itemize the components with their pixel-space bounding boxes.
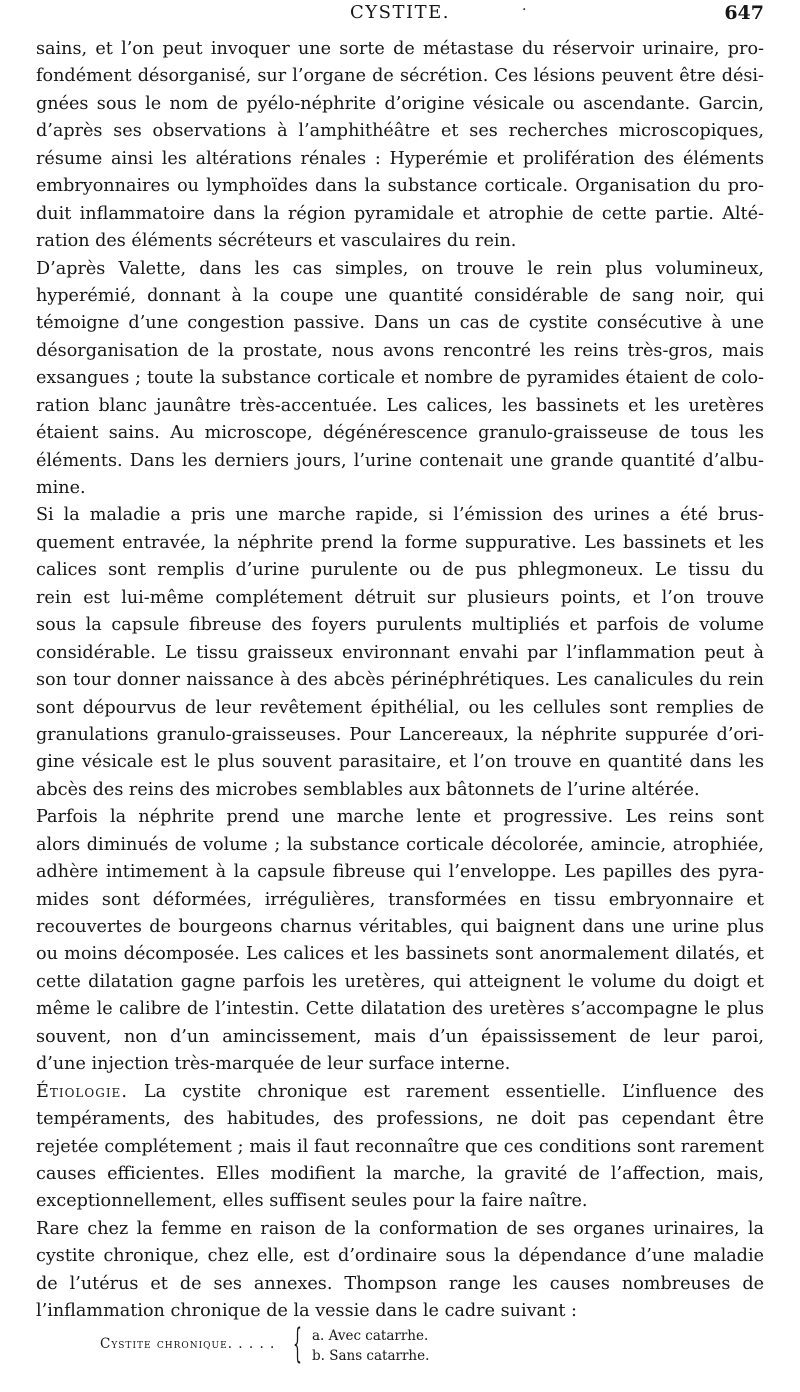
text-line: recouvertes de bourgeons charnus véritables, qui baignent dans une urine plus xyxy=(36,917,764,937)
classification-item-a: a. Avec catarrhe. xyxy=(312,1328,429,1344)
text-line: tempéraments, des habitudes, des professions, ne doit pas cependant être xyxy=(36,1109,764,1130)
text-line: l’inflammation chronique de la vessie dans le cadre suivant : xyxy=(36,1301,577,1322)
text-line: mine. xyxy=(36,478,86,498)
text-line: exsangues ; toute la substance corticale et nombre de pyramides étaient de colo- xyxy=(36,368,764,389)
text-line: embryonnaires ou lymphoïdes dans la substance corticale. Organisation du pro- xyxy=(36,176,764,197)
text-line: Si la maladie a pris une marche rapide, si l’émission des urines a été brus- xyxy=(36,505,764,526)
text-line: désorganisation de la prostate, nous avons rencontré les reins très-gros, mais xyxy=(36,340,764,361)
text-line: gnées sous le nom de pyélo-néphrite d’origine vésicale ou ascendante. Garcin, xyxy=(36,93,764,114)
text-line: cystite chronique, chez elle, est d’ordinaire sous la dépendance d’une maladie xyxy=(36,1246,764,1267)
text-line: calices sont remplis d’urine purulente ou de pus phlegmoneux. Le tissu du xyxy=(36,560,764,581)
text-line: quement entravée, la néphrite prend la forme suppurative. Les bassinets et les xyxy=(36,532,764,553)
paragraph-3 xyxy=(36,502,764,804)
running-title: CYSTITE. xyxy=(350,2,450,23)
text-line: étaient sains. Au microscope, dégénérescence granulo-graisseuse de tous les xyxy=(36,423,764,444)
paragraph-1 xyxy=(36,36,764,256)
classification-label: Cystite chronique. . . . . xyxy=(100,1336,276,1352)
text-line: exceptionnellement, elles suffisent seules pour la faire naître. xyxy=(36,1191,588,1212)
running-head xyxy=(36,2,764,32)
body-text xyxy=(36,36,764,1326)
text-line: rejetée complétement ; mais il faut reconnaître que ces conditions sont rarement xyxy=(36,1136,764,1157)
text-line: considérable. Le tissu graisseux environnant envahi par l’inflammation peut à xyxy=(36,642,764,663)
paragraph-5 xyxy=(36,1079,764,1216)
text-line: son tour donner naissance à des abcès périnéphrétiques. Les canalicules du rein xyxy=(36,670,764,691)
text-line: ration blanc jaunâtre très-accentuée. Les calices, les bassinets et les uretères xyxy=(36,395,764,416)
text-line: adhère intimement à la capsule fibreuse qui l’enveloppe. Les papilles des pyra- xyxy=(36,862,764,883)
page-number: 647 xyxy=(724,2,764,24)
text-line: granulations granulo-graisseuses. Pour Lancereaux, la néphrite suppurée d’ori- xyxy=(36,724,764,745)
text-line: témoigne d’une congestion passive. Dans un cas de cystite consécutive à une xyxy=(36,313,764,334)
text-line: d’après ses observations à l’amphithéâtre et ses recherches microscopiques, xyxy=(36,121,764,142)
text-line: même le calibre de l’intestin. Cette dilatation des uretères s’accompagne le plus xyxy=(36,999,764,1020)
classification-items xyxy=(312,1326,429,1366)
text-line: alors diminués de volume ; la substance corticale décolorée, amincie, atrophiée, xyxy=(36,834,764,855)
text-line: éléments. Dans les derniers jours, l’urine contenait une grande quantité d’albu- xyxy=(36,450,764,471)
text-line: gine vésicale est le plus souvent parasitaire, et l’on trouve en quantité dans les xyxy=(36,752,764,773)
text-line: mides sont déformées, irrégulières, transformées en tissu embryonnaire et xyxy=(36,889,764,910)
text-line: duit inflammatoire dans la région pyramidale et atrophie de cette partie. Alté- xyxy=(36,203,764,224)
paragraph-6 xyxy=(36,1216,764,1326)
text-line: hyperémié, donnant à la coupe une quantité considérable de sang noir, qui xyxy=(36,285,764,306)
text-line: sous la capsule fibreuse des foyers purulents multipliés et parfois de volume xyxy=(36,615,764,636)
text-line xyxy=(36,1079,764,1106)
text-line: d’une injection très-marquée de leur surface interne. xyxy=(36,1054,511,1075)
text-line: sont dépourvus de leur revêtement épithélial, ou les cellules sont remplies de xyxy=(36,697,764,718)
text-fragment: La cystite chronique est rarement essentielle. L’influence des xyxy=(127,1081,764,1102)
classification-item-b: b. Sans catarrhe. xyxy=(312,1348,430,1364)
paragraph-2 xyxy=(36,256,764,503)
brace: { xyxy=(293,1321,302,1367)
text-line: abcès des reins des microbes semblables aux bâtonnets de l’urine altérée. xyxy=(36,779,700,800)
text-line: résume ainsi les altérations rénales : Hyperémie et prolifération des éléments xyxy=(36,148,764,169)
text-line: ration des éléments sécréteurs et vasculaires du rein. xyxy=(36,231,517,252)
section-lead: Étiologie. xyxy=(36,1081,128,1102)
text-line: de l’utérus et de ses annexes. Thompson range les causes nombreuses de xyxy=(36,1273,764,1294)
text-line: Parfois la néphrite prend une marche lente et progressive. Les reins sont xyxy=(36,807,764,828)
running-head-dot: · xyxy=(522,2,527,18)
paragraph-4 xyxy=(36,804,764,1078)
text-line: Rare chez la femme en raison de la conformation de ses organes urinaires, la xyxy=(36,1218,764,1239)
text-line: D’après Valette, dans les cas simples, on trouve le rein plus volumineux, xyxy=(36,258,764,279)
text-line: ou moins décomposée. Les calices et les bassinets sont anormalement dilatés, et xyxy=(36,944,764,965)
classification-table xyxy=(100,1322,540,1372)
text-line: cette dilatation gagne parfois les uretères, qui atteignent le volume du doigt et xyxy=(36,971,764,992)
text-line: rein est lui-même complétement détruit sur plusieurs points, et l’on trouve xyxy=(36,587,764,608)
text-line: fondément désorganisé, sur l’organe de sécrétion. Ces lésions peuvent être dési- xyxy=(36,66,764,87)
text-line: causes efficientes. Elles modifient la marche, la gravité de l’affection, mais, xyxy=(36,1163,764,1184)
text-line: sains, et l’on peut invoquer une sorte de métastase du réservoir urinaire, pro- xyxy=(36,39,764,59)
text-line: souvent, non d’un amincissement, mais d’un épaississement de leur paroi, xyxy=(36,1026,764,1047)
